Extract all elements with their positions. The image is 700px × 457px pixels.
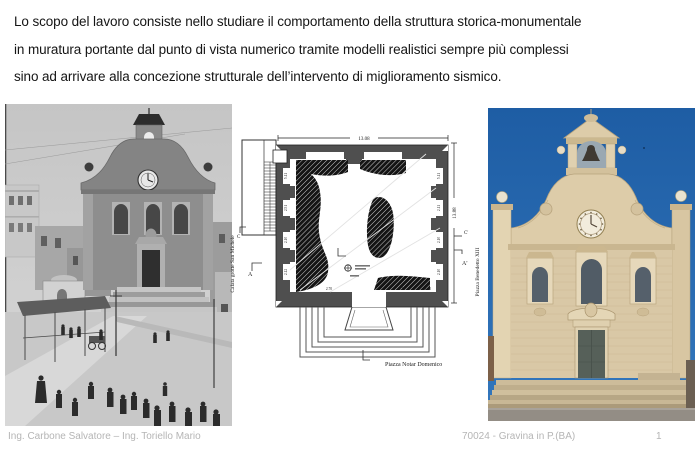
right-photo-scaffold bbox=[488, 336, 494, 381]
plan-dim-height: 13.88 bbox=[453, 207, 458, 219]
plan-church-body bbox=[273, 145, 448, 307]
wall-dim: 2.12 bbox=[284, 268, 288, 276]
footer-location: 70024 - Gravina in P.(BA) bbox=[462, 431, 576, 442]
clock-icon bbox=[577, 210, 605, 238]
plan-dim-width: 13.08 bbox=[358, 137, 370, 142]
plan-bottom-label bbox=[363, 350, 442, 368]
street-label-bottom: Piazza Notar Domenico bbox=[385, 362, 443, 368]
right-photo-portal bbox=[568, 303, 615, 378]
historic-photo bbox=[5, 104, 232, 426]
bird-speck bbox=[643, 147, 645, 149]
wall-dim: 2.10 bbox=[437, 268, 441, 276]
footer-page-number: 1 bbox=[656, 431, 662, 442]
wall-dim: 2.47 bbox=[398, 287, 406, 291]
current-photo bbox=[488, 108, 695, 421]
section-marker-a: A bbox=[248, 272, 253, 278]
section-marker-c: C bbox=[237, 235, 241, 240]
section-marker-a1: A' bbox=[462, 261, 468, 267]
intro-line-2: in muratura portante dal punto di vista numerico tramite modelli realistici sempre più complessi bbox=[14, 41, 569, 57]
street-label-right: Piazza Benedetto XIII bbox=[475, 247, 481, 297]
wall-dim: 2.70 bbox=[325, 287, 333, 291]
floor-plan bbox=[226, 132, 488, 388]
plan-entrance-steps bbox=[300, 307, 435, 357]
plan-top-dimension bbox=[278, 135, 448, 142]
wall-dim: 5.11 bbox=[437, 172, 441, 180]
right-photo-side-building bbox=[686, 360, 695, 408]
street-label-left: Calata grotte San Michele bbox=[230, 235, 236, 293]
right-photo-pavement bbox=[488, 408, 695, 421]
section-marker-c1: C' bbox=[464, 231, 469, 236]
plan-annex-staircase bbox=[242, 140, 276, 235]
wall-dim: 2.51 bbox=[284, 204, 288, 212]
wall-dim: 2.10 bbox=[437, 236, 441, 244]
intro-line-1: Lo scopo del lavoro consiste nello studiare il comportamento della struttura storica-monumentale bbox=[14, 14, 582, 29]
left-photo-plaza bbox=[5, 312, 232, 426]
clock-icon bbox=[138, 170, 158, 190]
wall-dim: 5.11 bbox=[284, 172, 288, 180]
wall-dim: 2.10 bbox=[284, 236, 288, 244]
wall-dim: 2.11 bbox=[437, 204, 441, 212]
wall-dim: 1.40 bbox=[424, 287, 432, 291]
church-portal bbox=[135, 229, 167, 288]
intro-text bbox=[14, 8, 654, 91]
intro-line-3: sino ad arrivare alla concezione strutturale dell’intervento di miglioramento sismico. bbox=[14, 69, 502, 84]
church-steps bbox=[101, 287, 217, 312]
footer-authors: Ing. Carbone Salvatore – Ing. Toriello Mario bbox=[8, 431, 201, 442]
plan-right-dimension bbox=[451, 143, 458, 303]
